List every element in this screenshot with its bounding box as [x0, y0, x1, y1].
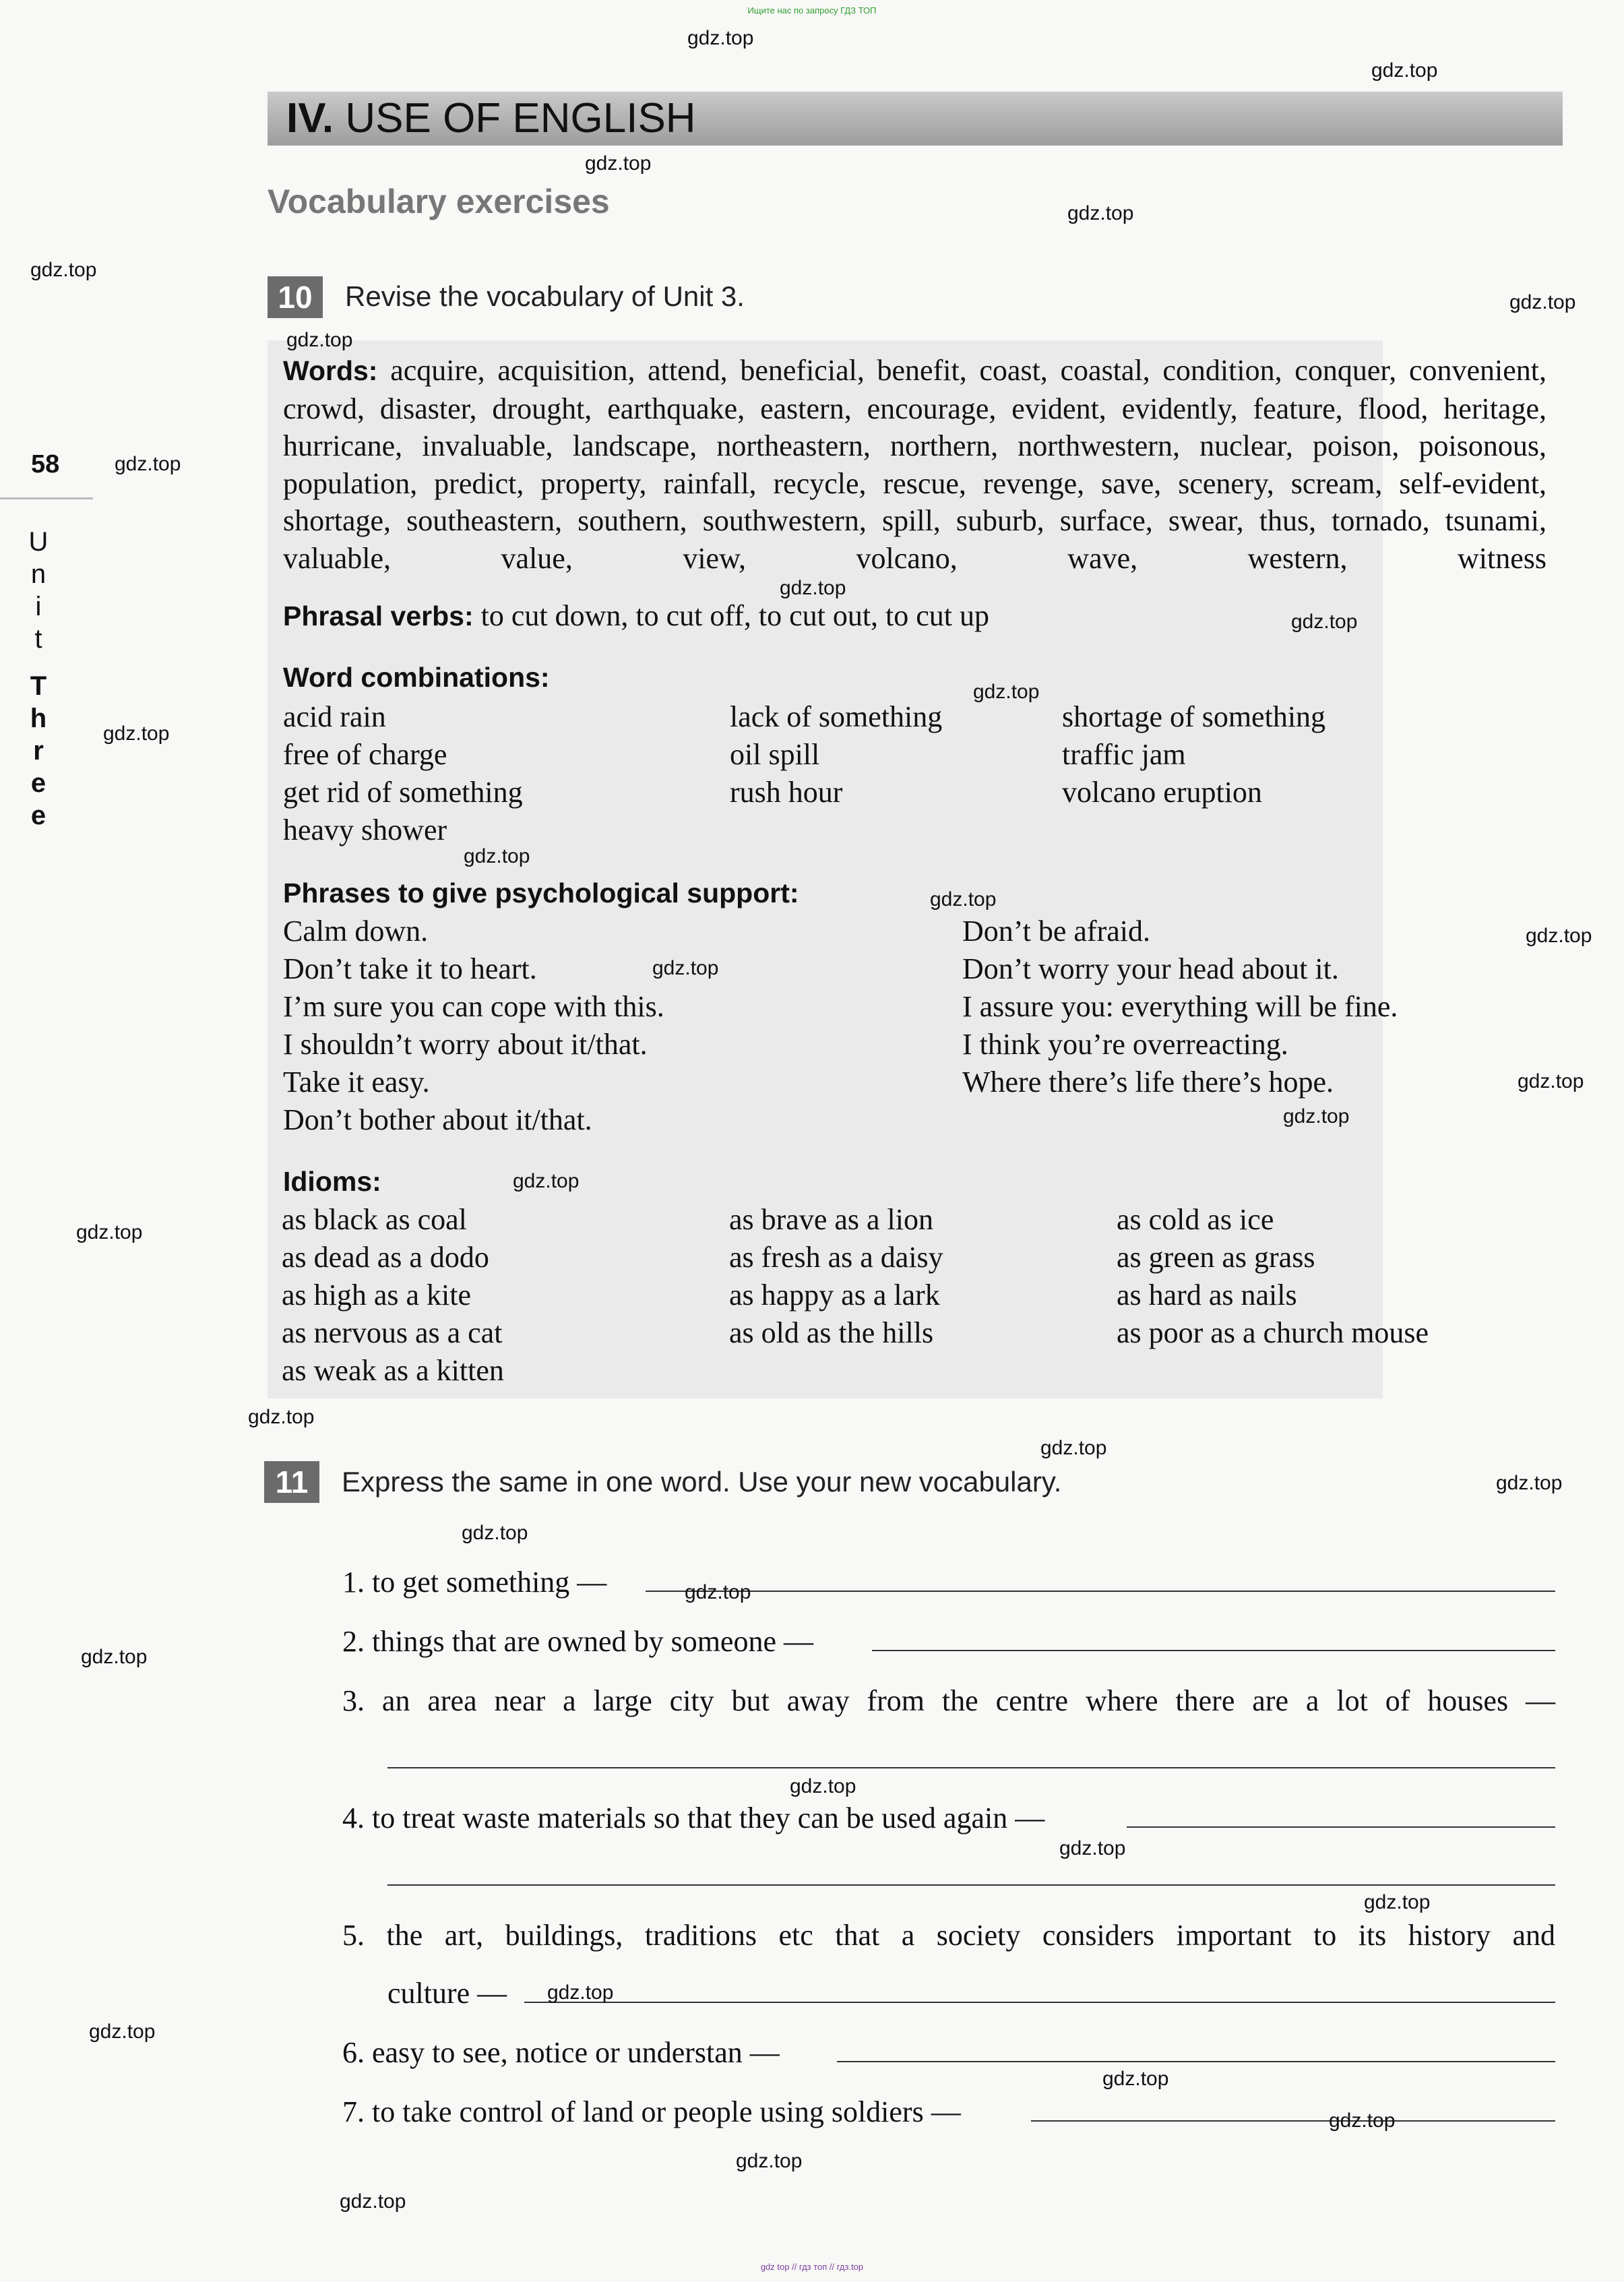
answer-line-4a[interactable] — [1127, 1826, 1555, 1828]
page-number: 58 — [31, 450, 60, 479]
watermark: gdz.top — [30, 259, 97, 281]
list-item: I think you’re overreacting. — [962, 1028, 1288, 1061]
answer-line-3[interactable] — [387, 1767, 1555, 1768]
list-item: as happy as a lark — [729, 1278, 940, 1312]
section-title-text: USE OF ENGLISH — [345, 95, 696, 142]
watermark: gdz.top — [687, 27, 754, 49]
exercise-item-5-continued: culture — — [387, 1977, 507, 2010]
exercise-item-4: 4. to treat waste materials so that they can be used again — — [342, 1801, 1045, 1834]
list-item: as nervous as a cat — [282, 1316, 503, 1349]
exercise-item-6: 6. easy to see, notice or understan — — [342, 2036, 780, 2069]
watermark: gdz.top — [462, 1522, 528, 1544]
exercise-item-1: 1. to get something — — [342, 1566, 607, 1599]
list-item: Calm down. — [283, 915, 429, 948]
list-item: as high as a kite — [282, 1278, 472, 1312]
watermark: gdz.top — [1496, 1472, 1563, 1494]
watermark: gdz.top — [652, 957, 719, 979]
exercise-item-5: 5. the art, buildings, traditions etc that a society considers important to its history and — [342, 1919, 1556, 1952]
watermark: gdz.top — [790, 1775, 856, 1797]
list-item: get rid of something — [283, 776, 523, 809]
answer-line-5[interactable] — [524, 2002, 1555, 2003]
watermark: gdz.top — [1067, 202, 1134, 224]
list-item: Don’t take it to heart. — [283, 952, 537, 985]
phrases-heading: Phrases to give psychological support: — [283, 877, 799, 908]
top-banner-note: Ищите нас по запросу ГДЗ ТОП — [747, 5, 877, 16]
task-11-instruction: Express the same in one word. Use your new vocabulary. — [342, 1466, 1062, 1498]
section-numeral: IV. — [286, 95, 334, 142]
list-item: as dead as a dodo — [282, 1241, 489, 1274]
list-item: Take it easy. — [283, 1066, 430, 1099]
words-list: acquire, acquisition, attend, beneficial, benefit, coast, coastal, condition, conquer, convenient, crowd, disaster, drought, earthquake, eastern, encourage, evident, evidently, feature, flood, heritage, hurricane, invaluable, landscape, northeastern, northern, northwestern, nuclear, poison, poisonous, population, predict, property, rainfall, recycle, rescue, revenge, save, scenery, scream, self-evident, shortage, southeastern, southern, southwestern, spill, suburb, surface, swear, thus, tornado, tsunami, valuable, value, view, volcano, wave, western, witness — [283, 354, 1547, 575]
watermark: gdz.top — [81, 1646, 148, 1668]
task-10-badge: 10 — [268, 276, 323, 318]
list-item: as weak as a kitten — [282, 1354, 504, 1387]
watermark: gdz.top — [1509, 291, 1576, 313]
list-item: free of charge — [283, 738, 447, 771]
answer-line-1[interactable] — [646, 1591, 1555, 1592]
watermark: gdz.top — [89, 2021, 156, 2043]
answer-line-6[interactable] — [837, 2061, 1555, 2062]
watermark: gdz.top — [1329, 2109, 1396, 2132]
phrasal-label: Phrasal verbs: — [283, 600, 474, 631]
words-paragraph — [283, 352, 1547, 577]
watermark: gdz.top — [76, 1221, 143, 1243]
list-item: as cold as ice — [1117, 1203, 1274, 1236]
list-item: lack of something — [730, 700, 943, 733]
exercise-item-7: 7. to take control of land or people using soldiers — — [342, 2095, 961, 2128]
list-item: as brave as a lion — [729, 1203, 933, 1236]
side-unit-label: U n i t T h r e e — [28, 527, 49, 830]
watermark: gdz.top — [1364, 1891, 1431, 1913]
list-item: as old as the hills — [729, 1316, 934, 1349]
list-item: shortage of something — [1062, 700, 1326, 733]
list-item: as fresh as a daisy — [729, 1241, 943, 1274]
watermark: gdz.top — [685, 1581, 751, 1603]
watermark: gdz.top — [1518, 1070, 1584, 1092]
list-item: oil spill — [730, 738, 820, 771]
words-label: Words: — [283, 355, 378, 386]
section-title — [286, 92, 696, 146]
watermark: gdz.top — [248, 1406, 315, 1428]
list-item: I shouldn’t worry about it/that. — [283, 1028, 648, 1061]
watermark: gdz.top — [1059, 1837, 1126, 1859]
watermark: gdz.top — [1102, 2068, 1169, 2090]
exercise-item-3: 3. an area near a large city but away from the centre where there are a lot of houses — — [342, 1684, 1555, 1717]
list-item: volcano eruption — [1062, 776, 1262, 809]
answer-line-4b[interactable] — [387, 1884, 1555, 1886]
watermark: gdz.top — [585, 152, 652, 175]
list-item: acid rain — [283, 700, 386, 733]
exercise-item-2: 2. things that are owned by someone — — [342, 1625, 813, 1658]
idioms-heading: Idioms: — [283, 1166, 381, 1197]
watermark: gdz.top — [286, 329, 353, 351]
watermark: gdz.top — [1371, 59, 1438, 82]
list-item: Where there’s life there’s hope. — [962, 1066, 1334, 1099]
answer-line-2[interactable] — [872, 1650, 1555, 1651]
watermark: gdz.top — [115, 453, 181, 475]
list-item: I assure you: everything will be fine. — [962, 990, 1398, 1023]
watermark: gdz.top — [930, 888, 997, 911]
watermark: gdz.top — [780, 577, 846, 599]
task-10-instruction: Revise the vocabulary of Unit 3. — [345, 280, 745, 312]
watermark: gdz.top — [973, 681, 1040, 703]
watermark: gdz.top — [1526, 925, 1592, 947]
phrasal-verbs — [283, 598, 989, 633]
list-item: I’m sure you can cope with this. — [283, 990, 664, 1023]
watermark: gdz.top — [513, 1170, 580, 1192]
side-divider — [0, 497, 93, 499]
word-combinations-heading: Word combinations: — [283, 662, 550, 693]
list-item: Don’t be afraid. — [962, 915, 1150, 948]
watermark: gdz.top — [547, 1981, 614, 2004]
list-item: as green as grass — [1117, 1241, 1315, 1274]
watermark: gdz.top — [464, 845, 530, 867]
list-item: as black as coal — [282, 1203, 467, 1236]
watermark: gdz.top — [736, 2150, 803, 2172]
list-item: Don’t worry your head about it. — [962, 952, 1339, 985]
list-item: as hard as nails — [1117, 1278, 1297, 1312]
phrasal-list: to cut down, to cut off, to cut out, to cut up — [480, 599, 990, 632]
bottom-banner-note: gdz top // гдз топ // гдз.top — [760, 2262, 864, 2272]
list-item: traffic jam — [1062, 738, 1186, 771]
watermark: gdz.top — [1283, 1105, 1350, 1128]
list-item: as poor as a church mouse — [1117, 1316, 1429, 1349]
page-subtitle: Vocabulary exercises — [268, 183, 610, 220]
watermark: gdz.top — [1291, 611, 1358, 633]
task-11-badge: 11 — [264, 1461, 319, 1503]
list-item: rush hour — [730, 776, 843, 809]
list-item: Don’t bother about it/that. — [283, 1103, 592, 1136]
watermark: gdz.top — [103, 722, 170, 745]
watermark: gdz.top — [1040, 1437, 1107, 1459]
answer-line-7[interactable] — [1031, 2120, 1555, 2122]
watermark: gdz.top — [340, 2190, 406, 2213]
list-item: heavy shower — [283, 813, 447, 846]
